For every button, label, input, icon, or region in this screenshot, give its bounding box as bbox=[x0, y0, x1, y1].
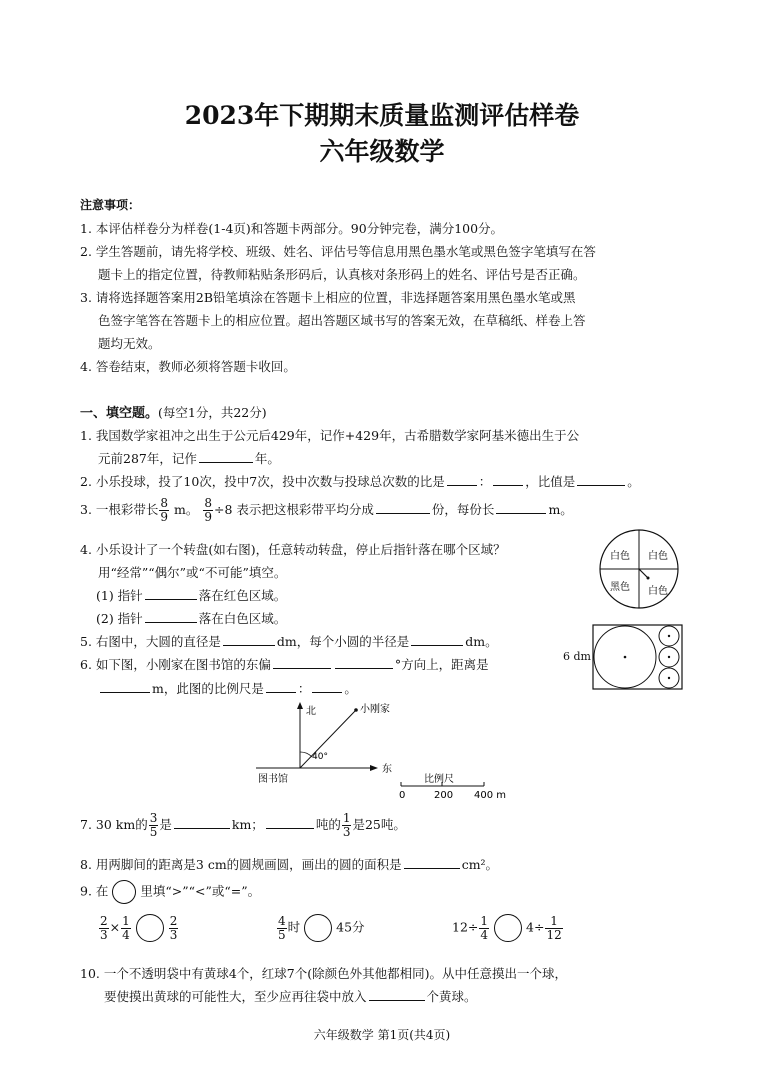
question-5 bbox=[80, 632, 498, 650]
fraction: $\frac{1}{4}$ bbox=[480, 913, 489, 942]
question-6-cont bbox=[98, 679, 357, 697]
section-scoring: (每空1分，共22分) bbox=[158, 405, 267, 420]
q3-text: m。 bbox=[174, 502, 199, 517]
answer-blank[interactable] bbox=[404, 857, 460, 869]
fraction: $\frac{2}{3}$ bbox=[169, 913, 178, 942]
fraction: $\frac{1}{12}$ bbox=[546, 913, 562, 942]
q6-text: m，此图的比例尺是 bbox=[152, 681, 264, 696]
q2-text: 2. 小乐投球，投了10次，投中7次，投中次数与投球总次数的比是 bbox=[80, 474, 445, 489]
question-4-part2 bbox=[96, 609, 286, 627]
q7-text: 是 bbox=[159, 817, 172, 832]
q7-text: 吨的 bbox=[315, 817, 341, 832]
answer-blank[interactable] bbox=[100, 681, 150, 693]
scale-title: 比例尺 bbox=[424, 774, 454, 785]
scale-tick: 0 bbox=[399, 790, 406, 801]
question-1: 1. 我国数学家祖冲之出生于公元后429年，记作+429年，古希腊数学家阿基米德出生于公 bbox=[80, 428, 580, 443]
q5-text: 5. 右图中，大圆的直径是 bbox=[80, 634, 221, 649]
fraction: $\frac{3}{5}$ bbox=[149, 811, 158, 839]
note-line: 题卡上的指定位置，待教师粘贴条形码后，认真核对条形码上的姓名、评估号是否正确。 bbox=[98, 267, 586, 282]
q5-text: dm。 bbox=[465, 634, 498, 649]
answer-blank[interactable] bbox=[266, 817, 314, 829]
q9-expression-1 bbox=[98, 914, 179, 942]
q3-text: 份，每份长 bbox=[431, 502, 495, 517]
q9-expression-3 bbox=[452, 914, 564, 942]
section-heading bbox=[80, 402, 267, 421]
question-9 bbox=[80, 880, 260, 904]
q9-text: 9. 在 bbox=[80, 883, 109, 899]
north-label: 北 bbox=[306, 706, 316, 717]
q6-colon: ： bbox=[297, 681, 311, 696]
answer-blank[interactable] bbox=[312, 681, 342, 693]
value: 45分 bbox=[336, 919, 365, 935]
answer-blank[interactable] bbox=[493, 474, 523, 486]
question-8 bbox=[80, 855, 498, 873]
fraction: $\frac{8}{9}$ bbox=[204, 496, 213, 524]
fraction: $\frac{8}{9}$ bbox=[160, 496, 169, 524]
compare-circle[interactable] bbox=[136, 914, 164, 942]
fraction: $\frac{4}{5}$ bbox=[278, 913, 286, 942]
q4-text: 落在白色区域。 bbox=[198, 611, 287, 626]
note-line: 2. 学生答题前，请先将学校、班级、姓名、评估号等信息用黑色墨水笔或黑色签字笔填写在答 bbox=[80, 244, 596, 259]
q2-colon: ： bbox=[478, 474, 492, 489]
fraction: $\frac{1}{3}$ bbox=[342, 811, 351, 839]
q7-text: km； bbox=[231, 817, 264, 832]
answer-blank[interactable] bbox=[369, 989, 425, 1001]
answer-blank[interactable] bbox=[145, 611, 197, 623]
question-10: 10. 一个不透明袋中有黄球4个，红球7个(除颜色外其他都相同)。从中任意摸出一个球， bbox=[80, 966, 568, 981]
q6-text: °方向上，距离是 bbox=[394, 657, 489, 672]
answer-blank[interactable] bbox=[335, 657, 393, 669]
q5-text: dm，每个小圆的半径是 bbox=[276, 634, 410, 649]
note-line: 3. 请将选择题答案用2B铅笔填涂在答题卡上相应的位置，非选择题答案用黑色墨水笔或黑 bbox=[80, 290, 576, 305]
q3-text: m。 bbox=[548, 502, 573, 517]
answer-blank[interactable] bbox=[411, 634, 463, 646]
q3-text: ÷8 表示把这根彩带平均分成 bbox=[214, 502, 374, 517]
spinner-region-label: 白色 bbox=[610, 551, 630, 562]
unit: 时 bbox=[287, 919, 301, 935]
map-diagram bbox=[256, 700, 518, 804]
q6-text: 6. 如下图，小刚家在图书馆的东偏 bbox=[80, 657, 271, 672]
section-title: 一、填空题。 bbox=[80, 406, 159, 421]
q6-text: 。 bbox=[344, 681, 357, 696]
scale-tick: 400 m bbox=[474, 790, 507, 801]
fraction: $\frac{1}{4}$ bbox=[122, 913, 130, 942]
question-4-instruction: 用“经常”“偶尔”或“不可能”填空。 bbox=[98, 565, 287, 580]
spinner-region-label: 白色 bbox=[648, 551, 668, 562]
note-line: 4. 答卷结束，教师必须将答题卡收回。 bbox=[80, 359, 296, 374]
q1-text: 年。 bbox=[254, 451, 280, 466]
q4-text: 落在红色区域。 bbox=[198, 588, 287, 603]
q2-text: ，比值是 bbox=[525, 474, 576, 489]
question-1-cont bbox=[98, 449, 280, 467]
spinner-region-label: 黑色 bbox=[610, 582, 630, 593]
question-10-cont bbox=[104, 987, 477, 1005]
circles-diagram bbox=[592, 624, 684, 690]
q8-text: 8. 用两脚间的距离是3 cm的圆规画圆，画出的圆的面积是 bbox=[80, 857, 402, 872]
question-4: 4. 小乐设计了一个转盘(如右图)，任意转动转盘，停止后指针落在哪个区域？ bbox=[80, 542, 506, 557]
q1-text: 元前287年，记作 bbox=[98, 451, 197, 466]
scale-tick: 200 bbox=[434, 790, 454, 801]
dimension-label: 6 dm bbox=[563, 650, 591, 663]
answer-blank[interactable] bbox=[447, 474, 477, 486]
question-6 bbox=[80, 655, 489, 673]
angle-label: 40° bbox=[312, 752, 328, 762]
page-subtitle: 六年级数学 bbox=[319, 137, 445, 166]
question-7 bbox=[80, 812, 406, 839]
q10-text: 个黄球。 bbox=[426, 989, 477, 1004]
compare-circle[interactable] bbox=[494, 914, 522, 942]
notes-heading: 注意事项： bbox=[80, 198, 141, 212]
answer-blank[interactable] bbox=[145, 588, 197, 600]
spinner-diagram bbox=[598, 528, 680, 610]
answer-blank[interactable] bbox=[273, 657, 331, 669]
library-label: 图书馆 bbox=[258, 774, 288, 785]
q7-text: 7. 30 km的 bbox=[80, 817, 148, 832]
question-2 bbox=[80, 472, 640, 490]
answer-blank[interactable] bbox=[199, 451, 253, 463]
q7-text: 是25吨。 bbox=[352, 817, 406, 832]
answer-blank[interactable] bbox=[174, 817, 230, 829]
answer-blank[interactable] bbox=[376, 502, 430, 514]
q9-expression-2 bbox=[276, 914, 365, 942]
q4-text: (2) 指针 bbox=[96, 611, 143, 626]
q9-text: 里填“>”“<”或“=”。 bbox=[140, 883, 261, 899]
question-4-part1 bbox=[96, 586, 286, 604]
q10-text: 要使摸出黄球的可能性大，至少应再往袋中放入 bbox=[104, 989, 367, 1004]
note-line: 题均无效。 bbox=[98, 336, 161, 351]
note-line: 1. 本评估样卷分为样卷(1-4页)和答题卡两部分。90分钟完卷，满分100分。 bbox=[80, 221, 504, 236]
q3-text: 3. 一根彩带长 bbox=[80, 502, 159, 517]
east-label: 东 bbox=[382, 764, 392, 775]
q8-text: cm²。 bbox=[461, 857, 499, 872]
question-3 bbox=[80, 497, 573, 524]
answer-blank[interactable] bbox=[266, 681, 296, 693]
answer-blank[interactable] bbox=[577, 474, 625, 486]
page-footer: 六年级数学 第1页(共4页) bbox=[313, 1028, 451, 1042]
q4-text: (1) 指针 bbox=[96, 588, 143, 603]
fraction: $\frac{2}{3}$ bbox=[100, 913, 108, 942]
answer-blank[interactable] bbox=[223, 634, 275, 646]
spinner-region-label: 白色 bbox=[648, 586, 668, 597]
answer-blank[interactable] bbox=[496, 502, 546, 514]
compare-circle[interactable] bbox=[304, 914, 332, 942]
note-line: 色签字笔答在答题卡上的相应位置。超出答题区域书写的答案无效，在草稿纸、样卷上答 bbox=[98, 313, 586, 328]
q2-text: 。 bbox=[627, 474, 640, 489]
value: 4÷ bbox=[526, 919, 545, 935]
home-label: 小刚家 bbox=[360, 704, 390, 715]
page-title: 2023年下期期末质量监测评估样卷 bbox=[184, 101, 580, 130]
value: 12÷ bbox=[452, 919, 479, 935]
operator: × bbox=[109, 919, 121, 935]
compare-circle bbox=[112, 880, 136, 904]
